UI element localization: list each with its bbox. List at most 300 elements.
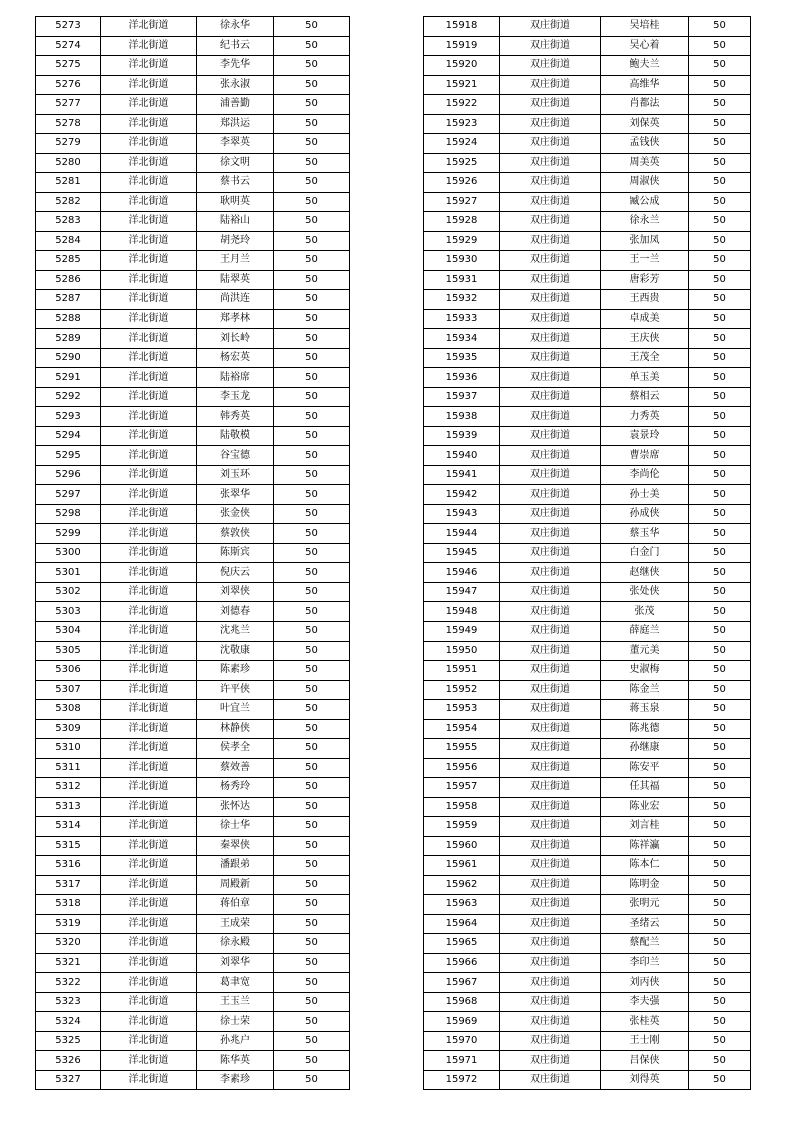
- amount-cell: 50: [274, 739, 350, 759]
- amount-cell: 50: [689, 465, 751, 485]
- name-cell: 蔡敦侠: [197, 524, 274, 544]
- name-cell: 刘丙侠: [601, 973, 689, 993]
- amount-cell: 50: [274, 758, 350, 778]
- amount-cell: 50: [689, 934, 751, 954]
- roster-table-left: [35, 16, 350, 1090]
- id-cell: 5320: [36, 934, 101, 954]
- table-row: [36, 895, 350, 915]
- name-cell: 周美英: [601, 153, 689, 173]
- amount-cell: 50: [689, 504, 751, 524]
- name-cell: 张桂英: [601, 1012, 689, 1032]
- amount-cell: 50: [274, 641, 350, 661]
- id-cell: 15958: [424, 797, 500, 817]
- amount-cell: 50: [274, 36, 350, 56]
- amount-cell: 50: [689, 75, 751, 95]
- name-cell: 陆翠英: [197, 270, 274, 290]
- street-cell: 洋北街道: [101, 992, 197, 1012]
- id-cell: 5290: [36, 348, 101, 368]
- amount-cell: 50: [689, 641, 751, 661]
- amount-cell: 50: [689, 17, 751, 37]
- street-cell: 双庄街道: [500, 270, 601, 290]
- street-cell: 双庄街道: [500, 465, 601, 485]
- table-row: [424, 1031, 751, 1051]
- table-row: [36, 914, 350, 934]
- id-cell: 5313: [36, 797, 101, 817]
- amount-cell: 50: [274, 973, 350, 993]
- amount-cell: 50: [689, 895, 751, 915]
- id-cell: 5297: [36, 485, 101, 505]
- amount-cell: 50: [274, 875, 350, 895]
- name-cell: 卓成美: [601, 309, 689, 329]
- name-cell: 刘玉环: [197, 465, 274, 485]
- street-cell: 双庄街道: [500, 602, 601, 622]
- name-cell: 袁景玲: [601, 426, 689, 446]
- table-row: [424, 290, 751, 310]
- amount-cell: 50: [689, 758, 751, 778]
- street-cell: 双庄街道: [500, 212, 601, 232]
- table-row: [36, 719, 350, 739]
- table-row: [424, 758, 751, 778]
- amount-cell: 50: [689, 290, 751, 310]
- amount-cell: 50: [274, 1012, 350, 1032]
- amount-cell: 50: [274, 700, 350, 720]
- id-cell: 15937: [424, 387, 500, 407]
- name-cell: 徐永华: [197, 17, 274, 37]
- id-cell: 15927: [424, 192, 500, 212]
- id-cell: 15971: [424, 1051, 500, 1071]
- street-cell: 洋北街道: [101, 680, 197, 700]
- name-cell: 李夫强: [601, 992, 689, 1012]
- street-cell: 洋北街道: [101, 739, 197, 759]
- id-cell: 5326: [36, 1051, 101, 1071]
- id-cell: 15949: [424, 621, 500, 641]
- table-row: [424, 17, 751, 37]
- amount-cell: 50: [274, 95, 350, 115]
- table-row: [36, 56, 350, 76]
- table-row: [36, 875, 350, 895]
- table-row: [36, 309, 350, 329]
- street-cell: 洋北街道: [101, 387, 197, 407]
- id-cell: 5291: [36, 368, 101, 388]
- name-cell: 唐彩芳: [601, 270, 689, 290]
- name-cell: 倪庆云: [197, 563, 274, 583]
- street-cell: 洋北街道: [101, 895, 197, 915]
- street-cell: 双庄街道: [500, 641, 601, 661]
- table-row: [36, 1031, 350, 1051]
- id-cell: 15929: [424, 231, 500, 251]
- amount-cell: 50: [274, 17, 350, 37]
- id-cell: 5282: [36, 192, 101, 212]
- amount-cell: 50: [689, 953, 751, 973]
- id-cell: 15919: [424, 36, 500, 56]
- table-row: [424, 192, 751, 212]
- id-cell: 5312: [36, 778, 101, 798]
- table-row: [36, 582, 350, 602]
- table-row: [424, 875, 751, 895]
- amount-cell: 50: [274, 407, 350, 427]
- id-cell: 15931: [424, 270, 500, 290]
- amount-cell: 50: [689, 836, 751, 856]
- name-cell: 侯孝全: [197, 739, 274, 759]
- table-row: [36, 700, 350, 720]
- amount-cell: 50: [274, 251, 350, 271]
- street-cell: 双庄街道: [500, 387, 601, 407]
- name-cell: 徐文明: [197, 153, 274, 173]
- street-cell: 洋北街道: [101, 212, 197, 232]
- table-row: [36, 114, 350, 134]
- id-cell: 15926: [424, 173, 500, 193]
- amount-cell: 50: [689, 1031, 751, 1051]
- table-row: [424, 329, 751, 349]
- amount-cell: 50: [274, 485, 350, 505]
- street-cell: 双庄街道: [500, 329, 601, 349]
- name-cell: 李玉龙: [197, 387, 274, 407]
- table-row: [424, 778, 751, 798]
- amount-cell: 50: [689, 817, 751, 837]
- id-cell: 5275: [36, 56, 101, 76]
- street-cell: 双庄街道: [500, 485, 601, 505]
- name-cell: 沈敬康: [197, 641, 274, 661]
- table-row: [36, 953, 350, 973]
- amount-cell: 50: [689, 524, 751, 544]
- table-row: [36, 758, 350, 778]
- id-cell: 15951: [424, 661, 500, 681]
- name-cell: 孙兆户: [197, 1031, 274, 1051]
- amount-cell: 50: [274, 231, 350, 251]
- street-cell: 双庄街道: [500, 36, 601, 56]
- street-cell: 洋北街道: [101, 407, 197, 427]
- name-cell: 陈斯宾: [197, 543, 274, 563]
- street-cell: 双庄街道: [500, 914, 601, 934]
- street-cell: 洋北街道: [101, 641, 197, 661]
- table-row: [36, 778, 350, 798]
- street-cell: 洋北街道: [101, 856, 197, 876]
- street-cell: 双庄街道: [500, 992, 601, 1012]
- amount-cell: 50: [274, 836, 350, 856]
- street-cell: 双庄街道: [500, 836, 601, 856]
- table-row: [36, 621, 350, 641]
- name-cell: 葛聿宽: [197, 973, 274, 993]
- amount-cell: 50: [274, 934, 350, 954]
- table-row: [36, 524, 350, 544]
- street-cell: 洋北街道: [101, 1070, 197, 1090]
- name-cell: 王庆侠: [601, 329, 689, 349]
- table-row: [424, 680, 751, 700]
- street-cell: 双庄街道: [500, 953, 601, 973]
- name-cell: 王成荣: [197, 914, 274, 934]
- table-row: [36, 348, 350, 368]
- amount-cell: 50: [274, 212, 350, 232]
- name-cell: 董元美: [601, 641, 689, 661]
- amount-cell: 50: [689, 36, 751, 56]
- street-cell: 双庄街道: [500, 543, 601, 563]
- id-cell: 5302: [36, 582, 101, 602]
- amount-cell: 50: [274, 368, 350, 388]
- name-cell: 胡尧玲: [197, 231, 274, 251]
- table-row: [424, 661, 751, 681]
- street-cell: 洋北街道: [101, 1051, 197, 1071]
- table-row: [424, 524, 751, 544]
- id-cell: 5303: [36, 602, 101, 622]
- name-cell: 蒋伯章: [197, 895, 274, 915]
- id-cell: 15921: [424, 75, 500, 95]
- id-cell: 5295: [36, 446, 101, 466]
- street-cell: 双庄街道: [500, 309, 601, 329]
- street-cell: 洋北街道: [101, 348, 197, 368]
- id-cell: 15936: [424, 368, 500, 388]
- name-cell: 张永淑: [197, 75, 274, 95]
- amount-cell: 50: [274, 621, 350, 641]
- id-cell: 5308: [36, 700, 101, 720]
- amount-cell: 50: [689, 173, 751, 193]
- street-cell: 双庄街道: [500, 251, 601, 271]
- amount-cell: 50: [274, 114, 350, 134]
- name-cell: 陆敬模: [197, 426, 274, 446]
- table-row: [36, 797, 350, 817]
- table-row: [424, 153, 751, 173]
- name-cell: 林静侠: [197, 719, 274, 739]
- table-row: [424, 856, 751, 876]
- roster-table-left-body: [36, 17, 350, 1090]
- amount-cell: 50: [274, 563, 350, 583]
- street-cell: 双庄街道: [500, 407, 601, 427]
- street-cell: 双庄街道: [500, 563, 601, 583]
- street-cell: 洋北街道: [101, 778, 197, 798]
- name-cell: 陈金兰: [601, 680, 689, 700]
- street-cell: 双庄街道: [500, 17, 601, 37]
- name-cell: 赵继侠: [601, 563, 689, 583]
- street-cell: 双庄街道: [500, 95, 601, 115]
- name-cell: 蔡相云: [601, 387, 689, 407]
- amount-cell: 50: [689, 875, 751, 895]
- name-cell: 陈素珍: [197, 661, 274, 681]
- street-cell: 双庄街道: [500, 778, 601, 798]
- amount-cell: 50: [274, 992, 350, 1012]
- table-row: [36, 407, 350, 427]
- name-cell: 张处侠: [601, 582, 689, 602]
- id-cell: 5286: [36, 270, 101, 290]
- street-cell: 双庄街道: [500, 719, 601, 739]
- id-cell: 15924: [424, 134, 500, 154]
- street-cell: 洋北街道: [101, 504, 197, 524]
- table-row: [424, 582, 751, 602]
- table-row: [36, 17, 350, 37]
- table-row: [424, 231, 751, 251]
- amount-cell: 50: [689, 700, 751, 720]
- id-cell: 5280: [36, 153, 101, 173]
- id-cell: 15954: [424, 719, 500, 739]
- street-cell: 双庄街道: [500, 739, 601, 759]
- street-cell: 洋北街道: [101, 56, 197, 76]
- table-row: [36, 368, 350, 388]
- name-cell: 郑洪运: [197, 114, 274, 134]
- amount-cell: 50: [689, 914, 751, 934]
- street-cell: 洋北街道: [101, 114, 197, 134]
- id-cell: 15963: [424, 895, 500, 915]
- street-cell: 洋北街道: [101, 17, 197, 37]
- amount-cell: 50: [689, 368, 751, 388]
- name-cell: 刘长岭: [197, 329, 274, 349]
- table-row: [424, 621, 751, 641]
- name-cell: 刘言桂: [601, 817, 689, 837]
- table-row: [36, 251, 350, 271]
- amount-cell: 50: [689, 992, 751, 1012]
- table-row: [36, 153, 350, 173]
- id-cell: 5287: [36, 290, 101, 310]
- amount-cell: 50: [274, 387, 350, 407]
- table-row: [424, 1070, 751, 1090]
- table-row: [424, 543, 751, 563]
- street-cell: 洋北街道: [101, 1031, 197, 1051]
- id-cell: 15946: [424, 563, 500, 583]
- street-cell: 双庄街道: [500, 934, 601, 954]
- street-cell: 洋北街道: [101, 914, 197, 934]
- amount-cell: 50: [689, 387, 751, 407]
- street-cell: 洋北街道: [101, 231, 197, 251]
- table-row: [36, 270, 350, 290]
- id-cell: 15941: [424, 465, 500, 485]
- name-cell: 王西贵: [601, 290, 689, 310]
- id-cell: 15940: [424, 446, 500, 466]
- amount-cell: 50: [689, 56, 751, 76]
- id-cell: 5319: [36, 914, 101, 934]
- street-cell: 双庄街道: [500, 290, 601, 310]
- table-row: [36, 36, 350, 56]
- name-cell: 王士刚: [601, 1031, 689, 1051]
- amount-cell: 50: [689, 95, 751, 115]
- street-cell: 双庄街道: [500, 426, 601, 446]
- street-cell: 洋北街道: [101, 524, 197, 544]
- table-row: [36, 75, 350, 95]
- name-cell: 秦翠侠: [197, 836, 274, 856]
- amount-cell: 50: [274, 602, 350, 622]
- id-cell: 5289: [36, 329, 101, 349]
- amount-cell: 50: [689, 973, 751, 993]
- amount-cell: 50: [689, 1012, 751, 1032]
- street-cell: 双庄街道: [500, 504, 601, 524]
- id-cell: 15961: [424, 856, 500, 876]
- table-row: [36, 1012, 350, 1032]
- amount-cell: 50: [274, 953, 350, 973]
- name-cell: 张茂: [601, 602, 689, 622]
- table-row: [424, 719, 751, 739]
- table-row: [424, 797, 751, 817]
- id-cell: 15955: [424, 739, 500, 759]
- amount-cell: 50: [274, 290, 350, 310]
- table-row: [424, 914, 751, 934]
- street-cell: 双庄街道: [500, 231, 601, 251]
- id-cell: 15930: [424, 251, 500, 271]
- name-cell: 蔡配兰: [601, 934, 689, 954]
- street-cell: 洋北街道: [101, 290, 197, 310]
- table-row: [424, 387, 751, 407]
- table-row: [36, 817, 350, 837]
- table-row: [424, 446, 751, 466]
- name-cell: 谷宝德: [197, 446, 274, 466]
- id-cell: 5277: [36, 95, 101, 115]
- amount-cell: 50: [274, 1051, 350, 1071]
- amount-cell: 50: [274, 192, 350, 212]
- table-row: [36, 836, 350, 856]
- id-cell: 5316: [36, 856, 101, 876]
- table-row: [36, 329, 350, 349]
- table-row: [424, 407, 751, 427]
- id-cell: 15939: [424, 426, 500, 446]
- name-cell: 刘保英: [601, 114, 689, 134]
- street-cell: 洋北街道: [101, 817, 197, 837]
- amount-cell: 50: [689, 797, 751, 817]
- id-cell: 15945: [424, 543, 500, 563]
- table-row: [36, 504, 350, 524]
- street-cell: 洋北街道: [101, 134, 197, 154]
- amount-cell: 50: [689, 680, 751, 700]
- name-cell: 徐士华: [197, 817, 274, 837]
- id-cell: 15957: [424, 778, 500, 798]
- street-cell: 洋北街道: [101, 661, 197, 681]
- id-cell: 15972: [424, 1070, 500, 1090]
- table-row: [424, 134, 751, 154]
- amount-cell: 50: [689, 543, 751, 563]
- amount-cell: 50: [274, 1031, 350, 1051]
- table-row: [424, 348, 751, 368]
- id-cell: 5327: [36, 1070, 101, 1090]
- street-cell: 洋北街道: [101, 95, 197, 115]
- id-cell: 5301: [36, 563, 101, 583]
- amount-cell: 50: [274, 719, 350, 739]
- name-cell: 陈明金: [601, 875, 689, 895]
- street-cell: 洋北街道: [101, 173, 197, 193]
- amount-cell: 50: [689, 778, 751, 798]
- id-cell: 5273: [36, 17, 101, 37]
- street-cell: 洋北街道: [101, 368, 197, 388]
- street-cell: 双庄街道: [500, 680, 601, 700]
- street-cell: 洋北街道: [101, 973, 197, 993]
- id-cell: 15956: [424, 758, 500, 778]
- name-cell: 薛庭兰: [601, 621, 689, 641]
- amount-cell: 50: [274, 1070, 350, 1090]
- amount-cell: 50: [274, 778, 350, 798]
- street-cell: 洋北街道: [101, 797, 197, 817]
- street-cell: 双庄街道: [500, 1051, 601, 1071]
- amount-cell: 50: [689, 739, 751, 759]
- street-cell: 双庄街道: [500, 192, 601, 212]
- name-cell: 王玉兰: [197, 992, 274, 1012]
- street-cell: 双庄街道: [500, 348, 601, 368]
- name-cell: 徐士荣: [197, 1012, 274, 1032]
- table-row: [424, 485, 751, 505]
- id-cell: 15944: [424, 524, 500, 544]
- name-cell: 白金门: [601, 543, 689, 563]
- table-row: [424, 114, 751, 134]
- name-cell: 张金侠: [197, 504, 274, 524]
- id-cell: 5274: [36, 36, 101, 56]
- street-cell: 双庄街道: [500, 524, 601, 544]
- name-cell: 张翠华: [197, 485, 274, 505]
- name-cell: 单玉美: [601, 368, 689, 388]
- id-cell: 5276: [36, 75, 101, 95]
- id-cell: 5279: [36, 134, 101, 154]
- street-cell: 双庄街道: [500, 856, 601, 876]
- street-cell: 双庄街道: [500, 700, 601, 720]
- name-cell: 吴心着: [601, 36, 689, 56]
- table-row: [424, 1051, 751, 1071]
- id-cell: 15934: [424, 329, 500, 349]
- id-cell: 5296: [36, 465, 101, 485]
- name-cell: 周淑侠: [601, 173, 689, 193]
- amount-cell: 50: [274, 348, 350, 368]
- street-cell: 洋北街道: [101, 426, 197, 446]
- amount-cell: 50: [689, 446, 751, 466]
